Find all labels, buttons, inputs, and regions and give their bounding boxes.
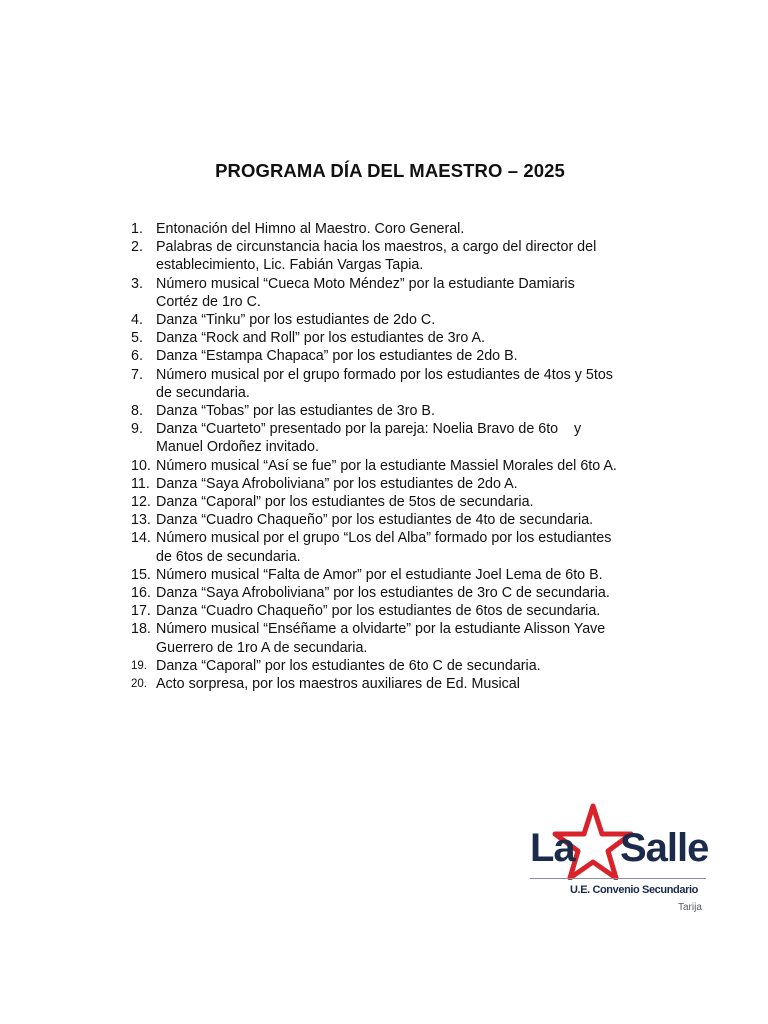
logo-divider <box>530 878 706 879</box>
list-item-number: 7. <box>131 366 143 383</box>
list-item-line: Danza “Estampa Chapaca” por los estudiantes de 2do B. <box>156 348 518 365</box>
list-item <box>131 420 671 456</box>
list-item-line: Número musical “Cueca Moto Méndez” por la estudiante Damiaris <box>156 275 575 292</box>
logo-city: Tarija <box>678 902 702 913</box>
list-item-number: 16. <box>131 585 151 602</box>
list-item-line: Danza “Saya Afroboliviana” por los estudiantes de 2do A. <box>156 475 518 492</box>
list-item <box>131 493 671 511</box>
list-item <box>131 402 671 420</box>
list-item-line: Danza “Cuarteto” presentado por la pareja: Noelia Bravo de 6to y <box>156 421 582 438</box>
list-item-number: 10. <box>131 457 151 474</box>
list-item <box>131 657 671 675</box>
list-item <box>131 366 671 402</box>
list-item-line: Manuel Ordoñez invitado. <box>156 439 319 456</box>
list-item-line: Danza “Saya Afroboliviana” por los estudiantes de 3ro C de secundaria. <box>156 585 610 602</box>
list-item-number: 4. <box>131 312 143 329</box>
list-item-line: Palabras de circunstancia hacia los maestros, a cargo del director del <box>156 239 597 256</box>
list-item-line: Entonación del Himno al Maestro. Coro General. <box>156 221 465 237</box>
list-item-line: de 6tos de secundaria. <box>156 548 301 565</box>
list-item-line: Guerrero de 1ro A de secundaria. <box>156 639 368 656</box>
list-item <box>131 475 671 493</box>
list-item-number: 19. <box>131 659 147 672</box>
list-item-line: establecimiento, Lic. Fabián Vargas Tapia. <box>156 257 424 274</box>
list-item <box>131 529 671 565</box>
list-item-number: 6. <box>131 348 143 365</box>
list-item-number: 2. <box>131 239 143 256</box>
list-item <box>131 457 671 475</box>
list-item-number: 14. <box>131 530 151 547</box>
logo-word-salle: Salle <box>620 826 709 870</box>
list-item-number: 11. <box>131 475 150 492</box>
list-item <box>131 238 671 274</box>
list-item-number: 5. <box>131 330 143 347</box>
list-item-number: 17. <box>131 603 151 620</box>
list-item-number: 20. <box>131 678 147 691</box>
list-item <box>131 602 671 620</box>
page-title: PROGRAMA DÍA DEL MAESTRO – 2025 <box>215 160 565 181</box>
list-item-number: 13. <box>131 512 151 529</box>
list-item-number: 8. <box>131 403 143 420</box>
list-item-line: Acto sorpresa, por los maestros auxiliares de Ed. Musical <box>156 676 520 693</box>
list-item-number: 12. <box>131 494 151 511</box>
list-item <box>131 311 671 329</box>
list-item-line: Danza “Rock and Roll” por los estudiantes de 3ro A. <box>156 330 486 347</box>
list-item <box>131 566 671 584</box>
list-item <box>131 220 671 238</box>
list-item-line: Número musical “Enséñame a olvidarte” por la estudiante Alisson Yave <box>156 621 606 638</box>
list-item-line: Cortéz de 1ro C. <box>156 293 261 310</box>
list-item <box>131 329 671 347</box>
list-item-line: Número musical “Así se fue” por la estudiante Massiel Morales del 6to A. <box>156 457 617 474</box>
list-item-line: Danza “Cuadro Chaqueño” por los estudiantes de 6tos de secundaria. <box>156 603 601 620</box>
list-item <box>131 675 671 693</box>
program-list <box>131 220 671 693</box>
logo-word-la: La <box>530 826 575 870</box>
list-item-line: Danza “Cuadro Chaqueño” por los estudiantes de 4to de secundaria. <box>156 512 594 529</box>
list-item-line: Número musical “Falta de Amor” por el estudiante Joel Lema de 6to B. <box>156 566 603 583</box>
list-item-number: 3. <box>131 275 143 292</box>
list-item-number: 15. <box>131 566 151 583</box>
list-item-line: Danza “Tobas” por las estudiantes de 3ro B. <box>156 403 435 420</box>
list-item-line: Danza “Caporal” por los estudiantes de 6to C de secundaria. <box>156 657 541 674</box>
list-item-line: de secundaria. <box>156 384 250 401</box>
list-item-line: Número musical por el grupo formado por los estudiantes de 4tos y 5tos <box>156 366 613 383</box>
list-item <box>131 584 671 602</box>
logo-subtitle: U.E. Convenio Secundario <box>570 884 698 896</box>
list-item <box>131 620 671 656</box>
la-salle-logo <box>528 800 718 925</box>
list-item-line: Número musical por el grupo “Los del Alba” formado por los estudiantes <box>156 530 612 547</box>
list-item-number: 18. <box>131 621 151 638</box>
list-item-number: 9. <box>131 421 143 438</box>
list-item <box>131 275 671 311</box>
list-item <box>131 511 671 529</box>
list-item-number: 1. <box>131 221 143 237</box>
list-item-line: Danza “Caporal” por los estudiantes de 5tos de secundaria. <box>156 494 534 511</box>
list-item-line: Danza “Tinku” por los estudiantes de 2do C. <box>156 312 436 329</box>
list-item <box>131 347 671 365</box>
